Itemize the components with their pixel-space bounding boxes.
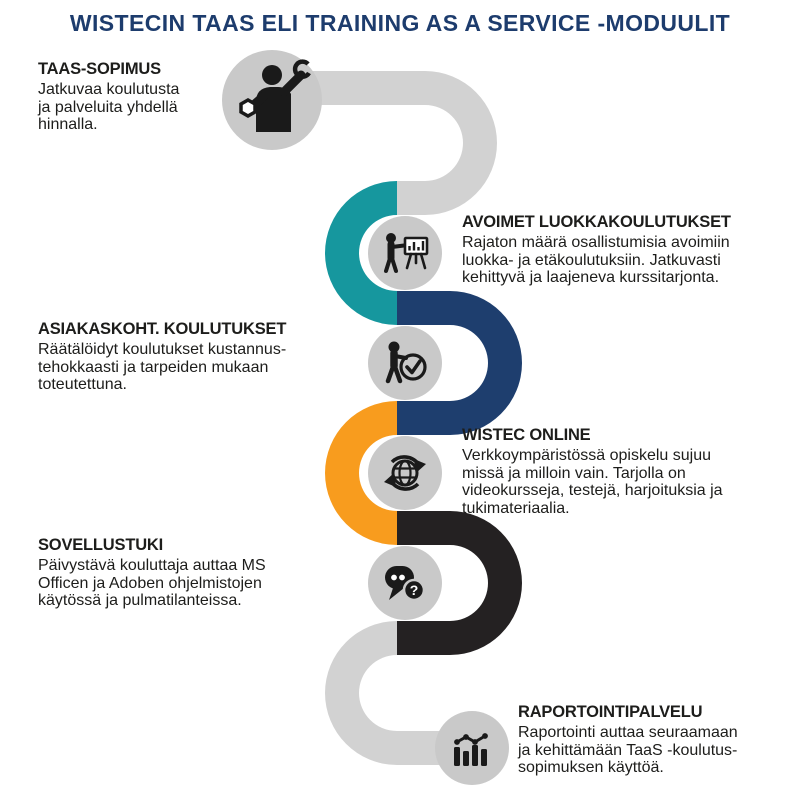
section-line: ja palveluita yhdellä (38, 98, 178, 116)
section-line: Raportointi auttaa seuraamaan (518, 724, 738, 741)
node-circle (368, 436, 442, 510)
section-heading: TAAS-SOPIMUS (38, 60, 161, 78)
section-line: Verkkoympäristössä opiskelu sujuu (462, 447, 712, 464)
section-heading: RAPORTOINTIPALVELU (518, 703, 703, 721)
section-line: missä ja milloin vain. Tarjolla on (462, 464, 686, 482)
question-mark-label: ? (409, 582, 419, 598)
section-line: Rajaton määrä osallistumisia avoimiin (462, 234, 730, 251)
section-line: hinnalla. (38, 116, 98, 133)
section-heading: SOVELLUSTUKI (38, 536, 164, 554)
section-line: Jatkuvaa koulutusta (38, 81, 180, 98)
section-heading: ASIAKASKOHT. KOULUTUKSET (38, 320, 287, 338)
custom-training-check-icon (368, 326, 442, 400)
support-chat-icon (368, 546, 442, 620)
section-line: kehittyvä ja laajeneva kurssitarjonta. (462, 269, 720, 286)
online-globe-icon (368, 436, 442, 510)
section-wistec-online (462, 426, 723, 517)
section-line: luokka- ja etäkoulutuksiin. Jatkuvasti (462, 251, 721, 269)
section-line: ja kehittämään TaaS -koulutus- (518, 741, 738, 759)
node-circle (368, 326, 442, 400)
section-line: sopimuksen käyttöä. (518, 759, 664, 776)
page-title: WISTECIN TAAS ELI TRAINING AS A SERVICE -MODUULIT (69, 10, 731, 36)
section-line: videokursseja, testejä, harjoituksia ja (462, 482, 723, 499)
section-line: tukimateriaalia. (462, 499, 570, 517)
section-line: käytössä ja pulmatilanteissa. (38, 592, 242, 609)
section-sovellustuki (38, 536, 266, 610)
section-line: Päivystävä kouluttaja auttaa MS (38, 557, 266, 574)
section-line: Officen ja Adoben ohjelmistojen (38, 574, 262, 592)
section-raportointipalvelu (518, 703, 738, 777)
trainer-icon (222, 50, 322, 150)
section-line: tehokkaasti ja tarpeiden mukaan (38, 358, 269, 376)
section-avoimet-luokkakoulutukset (462, 213, 731, 287)
reporting-chart-icon (435, 711, 509, 785)
section-line: Räätälöidyt koulutukset kustannus- (38, 341, 287, 358)
section-heading: AVOIMET LUOKKAKOULUTUKSET (462, 213, 731, 231)
section-taas-sopimus (38, 60, 179, 134)
section-heading: WISTEC ONLINE (462, 426, 591, 444)
section-asiakaskoht-koulutukset (38, 320, 286, 394)
classroom-presentation-icon (368, 216, 442, 290)
section-line: toteutettuna. (38, 376, 127, 393)
